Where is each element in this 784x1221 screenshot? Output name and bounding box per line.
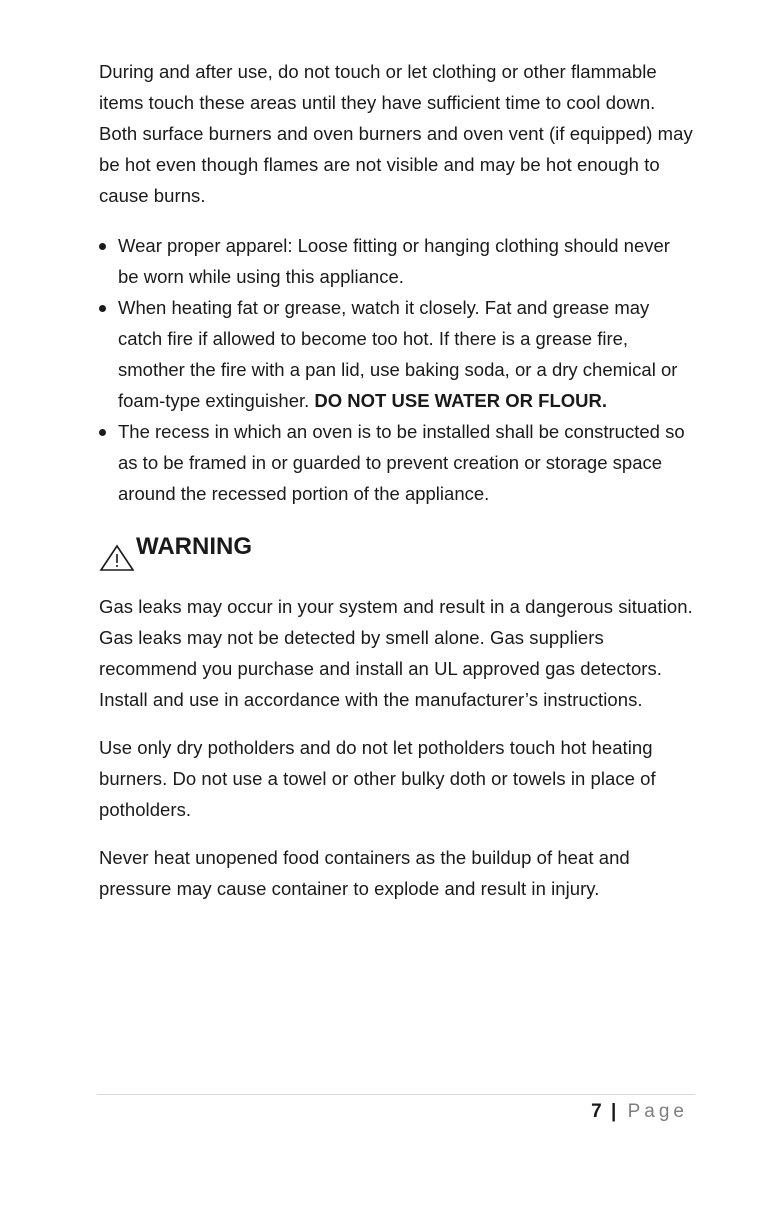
bullet-icon [99, 305, 106, 312]
list-item [99, 416, 695, 509]
bullet-emphasis: DO NOT USE WATER OR FLOUR. [314, 390, 607, 411]
warning-heading [99, 532, 695, 572]
bullet-icon [99, 429, 106, 436]
page-number: 7 [591, 1101, 602, 1122]
page-label: Page [627, 1101, 688, 1122]
list-item [99, 292, 695, 416]
page-footer [591, 1098, 688, 1126]
intro-paragraph: During and after use, do not touch or let clothing or other flammable items touch these areas until they have sufficient time to cool down. Both surface burners and oven burners and oven vent (if equipped) may be hot even though flames are not visible and may be hot enough to cause burns. [99, 61, 693, 206]
footer-separator: | [611, 1101, 617, 1122]
warning-title: WARNING [136, 533, 252, 560]
bullet-text: Wear proper apparel: Loose fitting or hanging clothing should never be worn while using this appliance. [118, 235, 670, 287]
manual-page [99, 56, 695, 904]
safety-bullet-list [99, 230, 695, 509]
footer-divider [97, 1094, 695, 1095]
warning-triangle-icon [99, 544, 135, 572]
containers-paragraph: Never heat unopened food containers as the buildup of heat and pressure may cause container to explode and result in injury. [99, 847, 630, 899]
gas-leak-paragraph: Gas leaks may occur in your system and result in a dangerous situation. Gas leaks may not be detected by smell alone. Gas suppliers recommend you purchase and install an UL approved gas detectors. Install and use in accordance with the manufacturer’s instructions. [99, 596, 693, 710]
bullet-icon [99, 243, 106, 250]
list-item [99, 230, 695, 292]
bullet-text: The recess in which an oven is to be installed shall be constructed so as to be framed in or guarded to prevent creation or storage space around the recessed portion of the appliance. [118, 421, 685, 504]
bullet-text: When heating fat or grease, watch it closely. Fat and grease may catch fire if allowed to become too hot. If there is a grease fire, smother the fire with a pan lid, use baking soda, or a dry chemical or foam-type extinguisher. [118, 297, 678, 411]
potholders-paragraph: Use only dry potholders and do not let potholders touch hot heating burners. Do not use a towel or other bulky doth or towels in place of potholders. [99, 737, 656, 820]
